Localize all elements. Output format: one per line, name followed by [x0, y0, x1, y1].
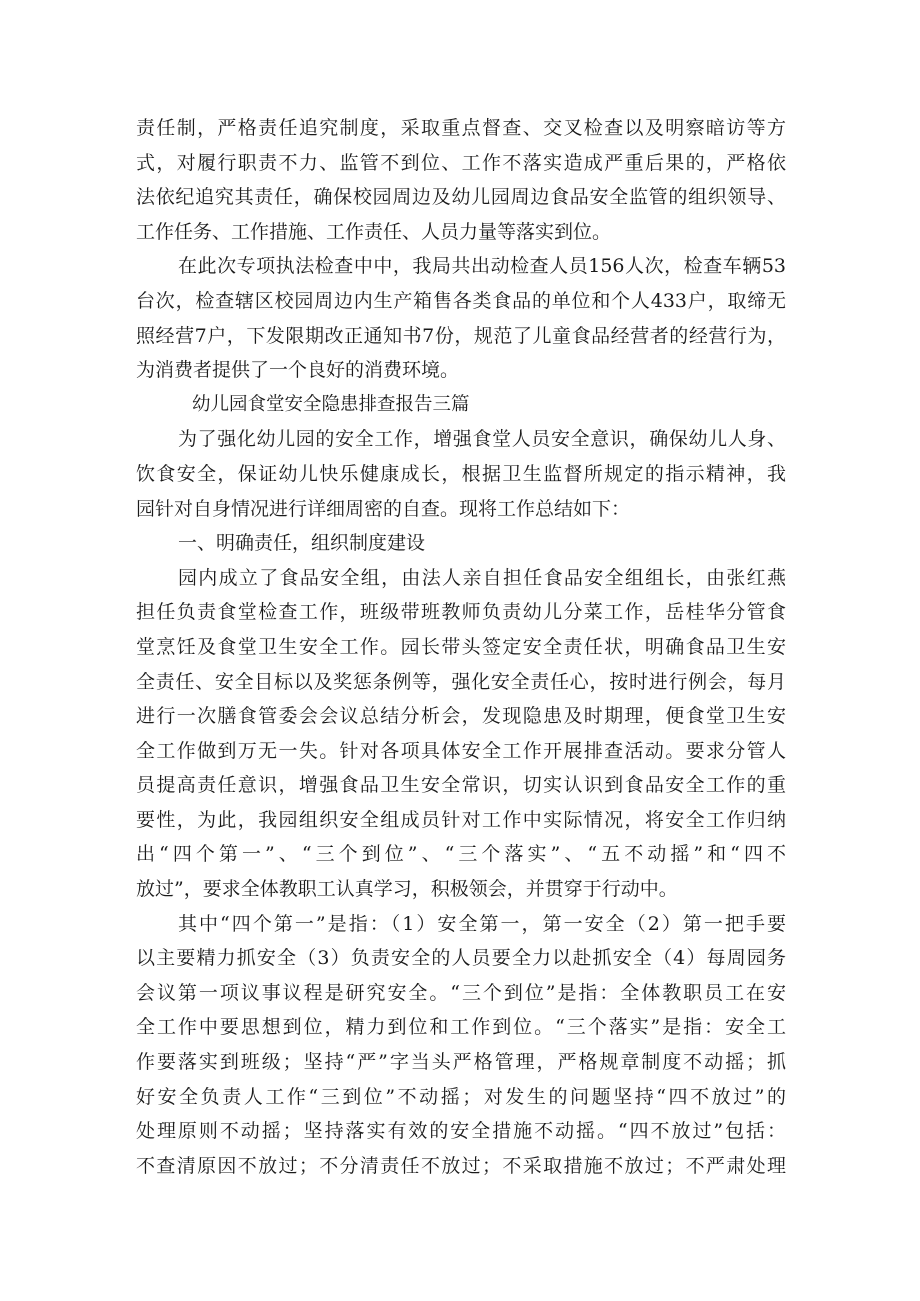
text-line: 全工作中要思想到位，精力到位和工作到位。“三个落实”是指：安全工: [136, 1016, 786, 1039]
document-body: [136, 111, 786, 1183]
text-line: 为消费者提供了一个良好的消费环境。: [136, 359, 460, 382]
text-line: 法依纪追究其责任，确保校园周边及幼儿园周边食品安全监管的组织领导、: [136, 186, 786, 209]
document-title: 幼儿园食堂安全隐患排查报告三篇: [192, 393, 470, 415]
text-line: 要性，为此，我园组织安全组成员针对工作中实际情况，将安全工作归纳: [136, 808, 786, 831]
text-line: 会议第一项议事议程是研究安全。“三个到位”是指：全体教职员工在安: [136, 981, 786, 1004]
text-line: 工作任务、工作措施、工作责任、人员力量等落实到位。: [136, 220, 612, 243]
text-line: 员提高责任意识，增强食品卫生安全常识，切实认识到食品安全工作的重: [136, 774, 786, 797]
text-line: 园内成立了食品安全组，由法人亲自担任食品安全组组长，由张红燕: [178, 566, 786, 589]
paragraph-introduction: [136, 422, 786, 526]
text-line: 作要落实到班级；坚持“严”字当头严格管理，严格规章制度不动摇；抓: [136, 1051, 786, 1074]
text-line: 园针对自身情况进行详细周密的自查。现将工作总结如下：: [136, 497, 631, 520]
text-line: 其中“四个第一”是指：（1）安全第一，第一安全（2）第一把手要: [178, 912, 786, 935]
text-line: 责任制，严格责任追究制度，采取重点督查、交叉检查以及明察暗访等方: [136, 117, 786, 139]
text-line: 全责任、安全目标以及奖惩条例等，强化安全责任心，按时进行例会，每月: [136, 670, 786, 693]
text-line: 为了强化幼儿园的安全工作，增强食堂人员安全意识，确保幼儿人身、: [178, 428, 786, 451]
text-line: 照经营7户，下发限期改正通知书7份，规范了儿童食品经营者的经营行为，: [136, 324, 786, 347]
text-line: 好安全负责人工作“三到位”不动摇；对发生的问题坚持“四不放过”的: [136, 1085, 786, 1108]
text-line: 全工作做到万无一失。针对各项具体安全工作开展排查活动。要求分管人: [136, 739, 786, 762]
paragraph-inspection-results: [136, 249, 786, 387]
paragraph-accountability: [136, 111, 786, 249]
text-line: 以主要精力抓安全（3）负责安全的人员要全力以赴抓安全（4）每周园务: [136, 947, 786, 970]
text-line: 处理原则不动摇；坚持落实有效的安全措施不动摇。“四不放过”包括：: [136, 1120, 786, 1143]
text-line: 进行一次膳食管委会会议总结分析会，发现隐患及时期理，便食堂卫生安: [136, 705, 786, 728]
text-line: 在此次专项执法检查中中，我局共出动检查人员156人次，检查车辆53: [178, 255, 786, 278]
paragraph-safety-group: [136, 561, 786, 907]
text-line: 式，对履行职责不力、监管不到位、工作不落实造成严重后果的，严格依: [136, 151, 786, 174]
text-line: 不查清原因不放过；不分清责任不放过；不采取措施不放过；不严肃处理: [136, 1154, 786, 1177]
text-line: 台次，检查辖区校园周边内生产箱售各类食品的单位和个人433户，取缔无: [136, 289, 786, 312]
text-line: 担任负责食堂检查工作，班级带班教师负责幼儿分菜工作，岳桂华分管食: [136, 601, 786, 624]
paragraph-four-firsts: [136, 907, 786, 1184]
text-line: 出“四个第一”、“三个到位”、“三个落实”、“五不动摇”和“四不: [136, 843, 786, 866]
section-heading: 一、明确责任，组织制度建设: [178, 532, 426, 555]
text-line: 堂烹饪及食堂卫生安全工作。园长带头签定安全责任状，明确食品卫生安: [136, 635, 786, 658]
text-line: 放过”，要求全体教职工认真学习，积极领会，并贯穿于行动中。: [136, 878, 678, 901]
text-line: 饮食安全，保证幼儿快乐健康成长，根据卫生监督所规定的指示精神，我: [136, 462, 786, 485]
